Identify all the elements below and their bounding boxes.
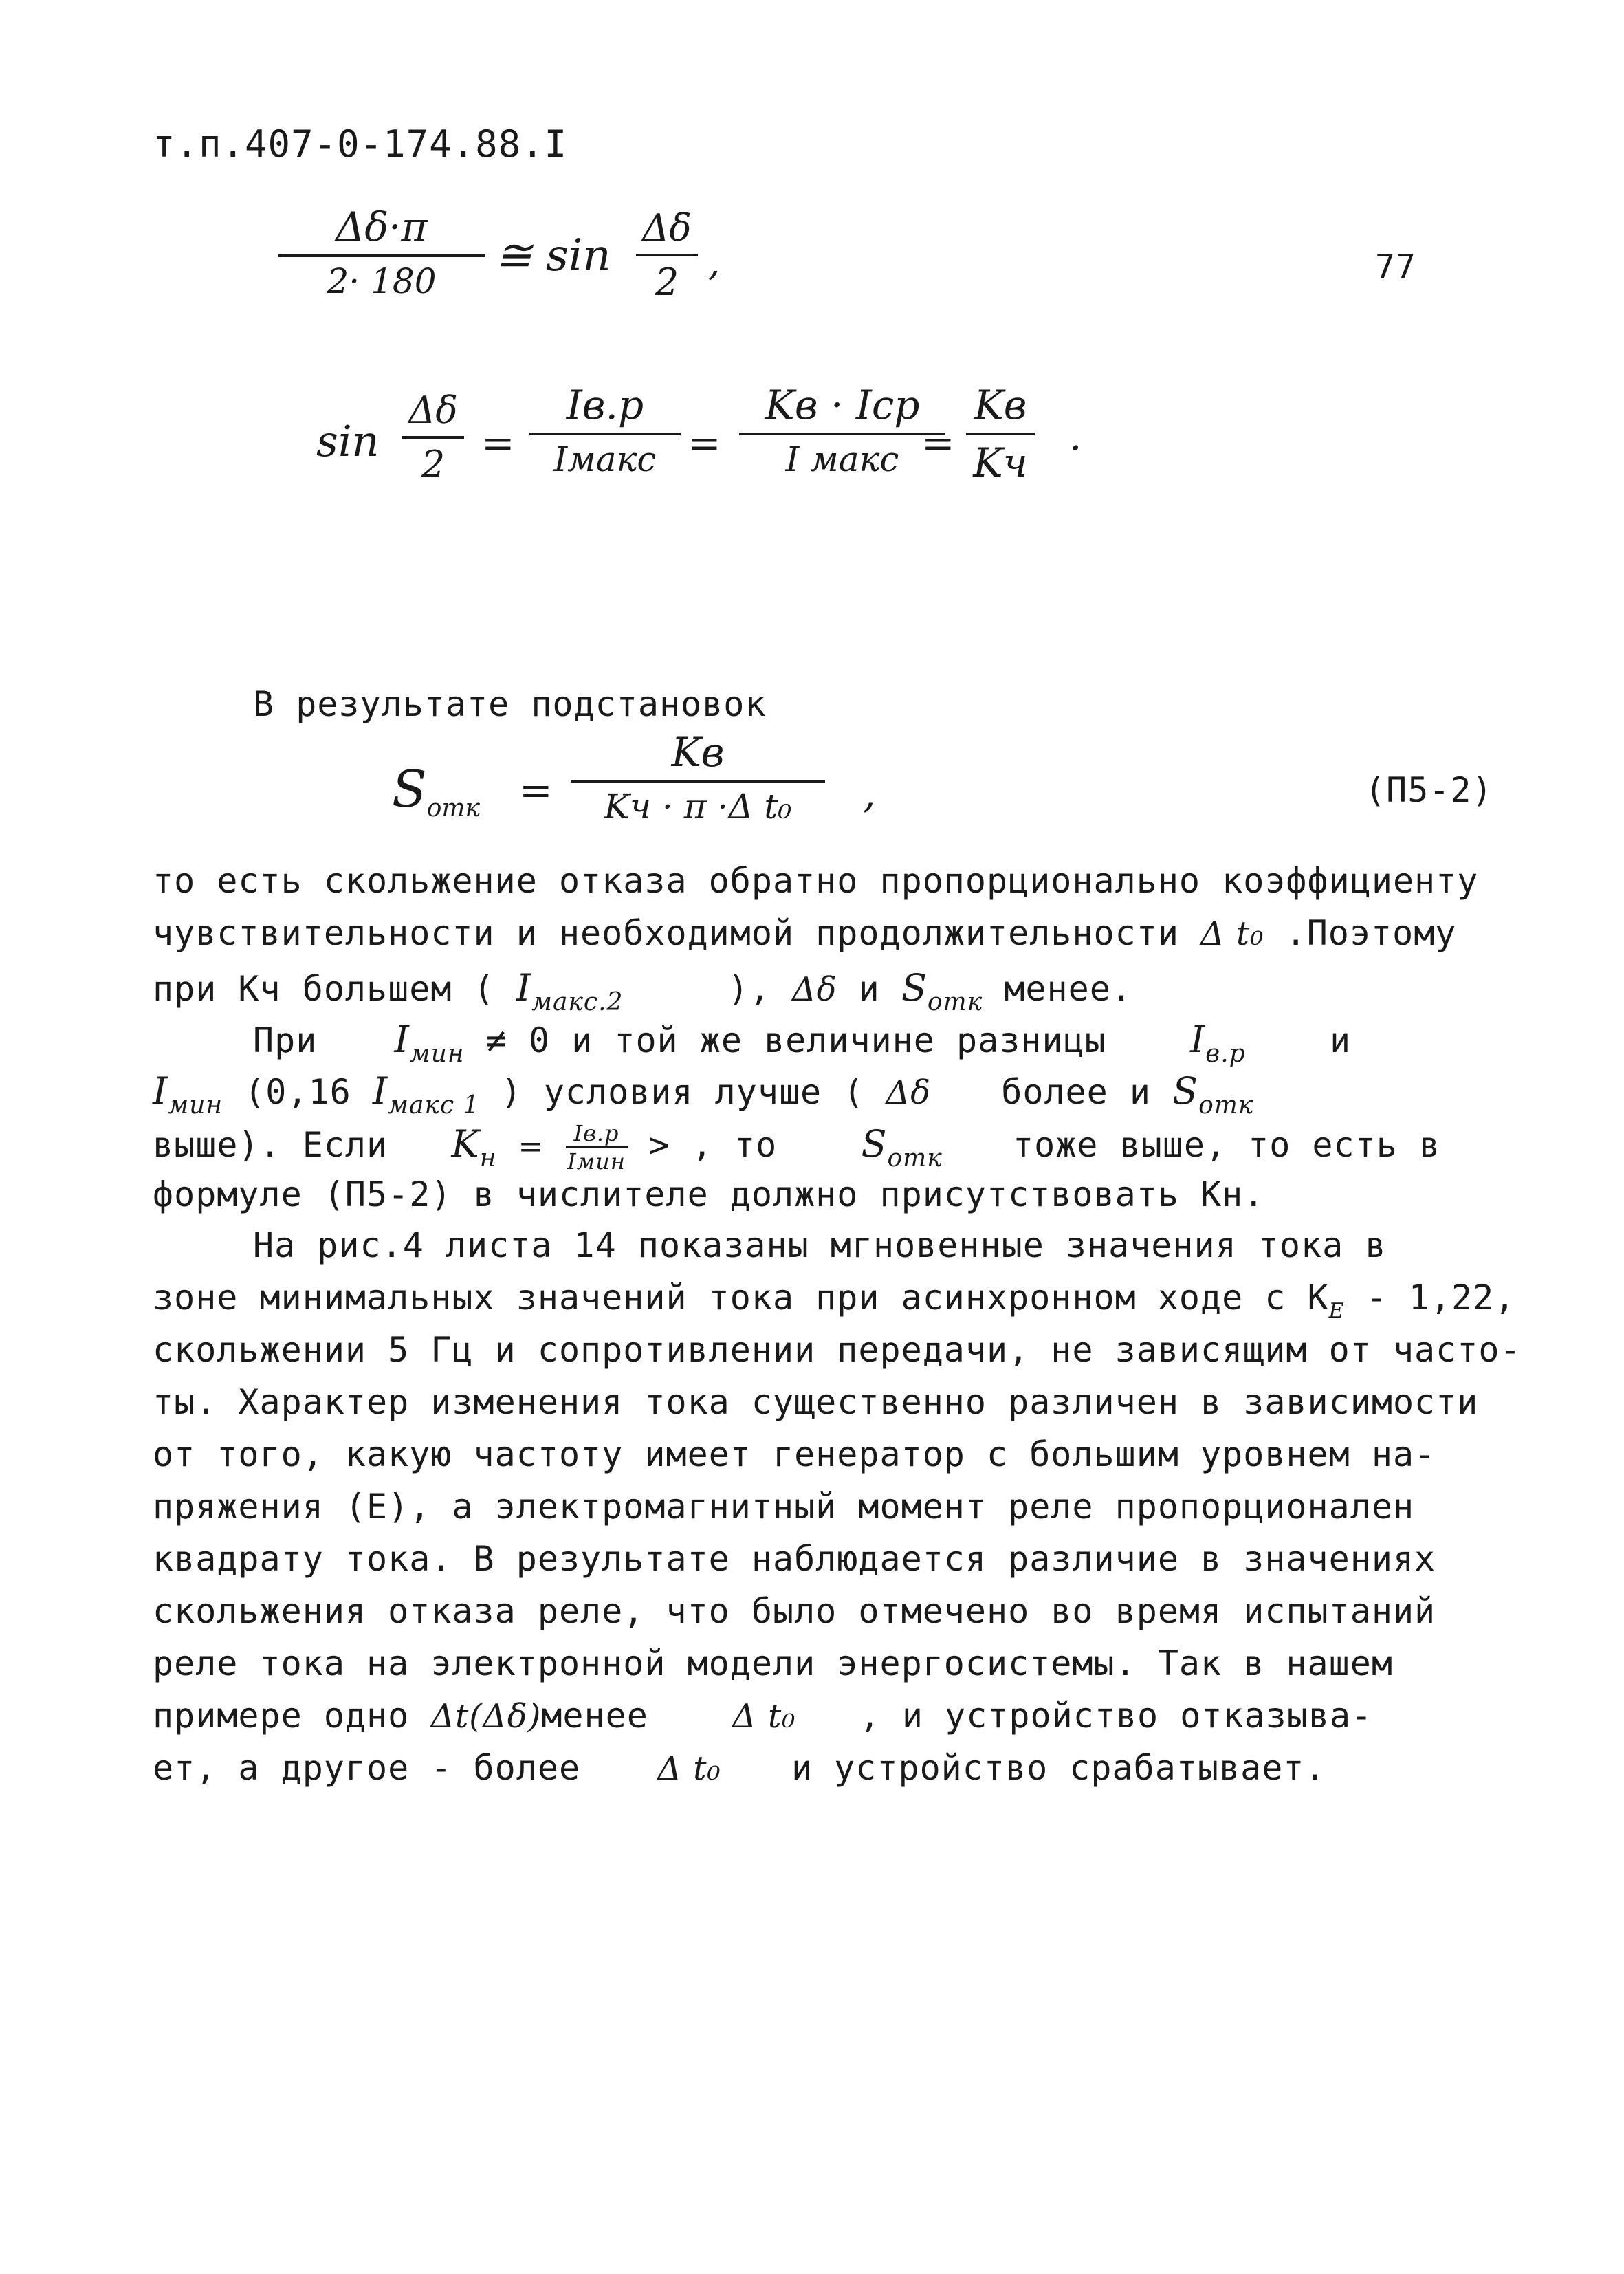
- paragraph-3-line-4: ты. Характер изменения тока существенно различен в зависимости: [153, 1382, 1479, 1422]
- fraction-bar: [402, 436, 464, 439]
- paragraph-3-line-6: пряжения (E), а электромагнитный момент реле пропорционален: [153, 1487, 1415, 1527]
- paragraph-3-line-7: квадрату тока. В результате наблюдается различие в значениях: [153, 1539, 1436, 1579]
- formula-2-fraction-1: [529, 382, 681, 479]
- paragraph-3-line-1: На рис.4 листа 14 показаны мгновенные значения тока в: [253, 1225, 1387, 1265]
- formula-2-lhs-denominator: 2: [421, 443, 446, 486]
- formula-1-denominator: 2· 180: [327, 261, 437, 301]
- formula-2-fraction-2-denominator: I макс: [785, 439, 899, 479]
- paragraph-3-line-5: от того, какую частоту имеет генератор с большим уровнем на-: [153, 1434, 1436, 1474]
- document-number: т.п.407-0-174.88.I: [153, 122, 568, 166]
- s-otk: $S_{отк}$: [1172, 1069, 1254, 1119]
- formula-1-right-denominator: 2: [655, 261, 679, 304]
- paragraph-1-line-2: чувствительности и необходимой продолжительности Δ t₀ .Поэтому: [153, 913, 1457, 953]
- paragraph-3-line-10: примере одно Δt(Δδ)менее Δ t₀ , и устройство отказыва-: [153, 1696, 1373, 1736]
- page-number: 77: [1375, 248, 1416, 286]
- delta-t0: Δ t₀: [732, 1697, 796, 1736]
- fraction-bar: [571, 780, 825, 783]
- formula-3-denominator: Kч · π ·Δ t₀: [604, 787, 792, 827]
- formula-1-numerator: Δδ·π: [336, 204, 428, 250]
- i-max-1: $I_{макс 1}$: [372, 1069, 480, 1119]
- paragraph-3-line-2: зоне минимальных значений тока при асинхронном ходе с $K_E - 1,22$,: [153, 1278, 1516, 1323]
- formula-1-fraction: [278, 204, 485, 301]
- paragraph-2-line-2: $I_{мин}$ (0,16 $I_{макс 1}$ ) условия лучше ( Δδ более и $S_{отк}$: [153, 1069, 1254, 1119]
- formula-2-fraction-1-denominator: Iмакс: [553, 439, 657, 479]
- k-n-fraction: Iв.р Iмин: [566, 1122, 628, 1172]
- formula-2-period: .: [1069, 413, 1082, 459]
- formula-2-fraction-2-numerator: Kв · Iср: [765, 382, 920, 428]
- paragraph-3-line-11: ет, а другое - более Δ t₀ и устройство срабатывает.: [153, 1748, 1326, 1788]
- formula-3-comma: ,: [863, 770, 876, 817]
- s-otk: $S_{отк}$: [901, 966, 983, 1016]
- formula-1-relation: ≅ sin: [495, 230, 611, 281]
- i-min: $I_{мин}$: [153, 1069, 223, 1119]
- intro-line: В результате подстановок: [253, 684, 767, 724]
- paragraph-1-line-1: то есть скольжение отказа обратно пропорционально коэффициенту: [153, 861, 1479, 901]
- fraction-bar: [529, 433, 681, 435]
- delta-delta: Δδ: [791, 970, 837, 1009]
- formula-1-right-fraction: [636, 206, 698, 304]
- equals-sign: =: [481, 419, 515, 466]
- formula-1-right-numerator: Δδ: [642, 206, 692, 250]
- formula-3-lhs: $S_{отк}$: [392, 760, 481, 822]
- paragraph-2-line-1: При $I_{мин} \ne 0$ и той же величине разницы $I_{в.р}$ и: [253, 1018, 1352, 1068]
- delta-t0: Δ t₀: [657, 1749, 721, 1788]
- paragraph-3-line-8: скольжения отказа реле, что было отмечено во время испытаний: [153, 1591, 1436, 1631]
- formula-2-fraction-3: [966, 382, 1035, 486]
- equals-sign: =: [519, 767, 553, 813]
- fraction-bar: [636, 254, 698, 256]
- formula-2-fraction-3-numerator: Kв: [974, 382, 1027, 428]
- paragraph-2-line-3: выше). Если $K_н$ = Iв.р Iмин > , то $S_{отк}$ тоже выше, то есть в: [153, 1120, 1441, 1174]
- fraction-bar: [278, 254, 485, 257]
- delta-delta: Δδ: [886, 1073, 932, 1112]
- formula-3-fraction: [571, 729, 825, 827]
- delta-t0: Δ t₀: [1200, 915, 1264, 953]
- s-otk: $S_{отк}$: [861, 1122, 943, 1172]
- equals-sign: =: [688, 419, 721, 466]
- formula-2-lhs-fraction: [402, 389, 464, 486]
- paragraph-2-line-4: формуле (П5-2) в числителе должно присутствовать Кн.: [153, 1174, 1265, 1214]
- formula-2-sin: sin: [316, 416, 380, 466]
- formula-2-fraction-2: [739, 382, 945, 479]
- delta-t-delta-delta: Δt(Δδ): [430, 1697, 542, 1736]
- paragraph-3-line-3: скольжении 5 Гц и сопротивлении передачи, не зависящим от часто-: [153, 1330, 1522, 1370]
- formula-2-fraction-1-numerator: Iв.р: [566, 382, 644, 428]
- formula-2-lhs-numerator: Δδ: [408, 389, 458, 432]
- k-n: $K_н$: [451, 1122, 497, 1172]
- formula-1-comma: ,: [708, 241, 721, 284]
- fraction-bar: [739, 433, 945, 435]
- equals-sign: =: [921, 419, 955, 466]
- paragraph-3-line-9: реле тока на электронной модели энергосистемы. Так в нашем: [153, 1643, 1393, 1683]
- i-max-2: $I_{макс.2}$: [516, 966, 624, 1016]
- fraction-bar: [966, 433, 1035, 435]
- i-min: $I_{мин}$: [394, 1018, 465, 1068]
- formula-3-numerator: Kв: [671, 729, 725, 776]
- i-v-r: $I_{в.р}$: [1189, 1018, 1246, 1068]
- formula-2-fraction-3-denominator: Kч: [973, 439, 1028, 486]
- paragraph-1-line-3: при Кч большем ( $I_{макс.2}$ ), Δδ и $S_{отк}$ менее.: [153, 966, 1132, 1016]
- equation-label: (П5-2): [1365, 770, 1493, 810]
